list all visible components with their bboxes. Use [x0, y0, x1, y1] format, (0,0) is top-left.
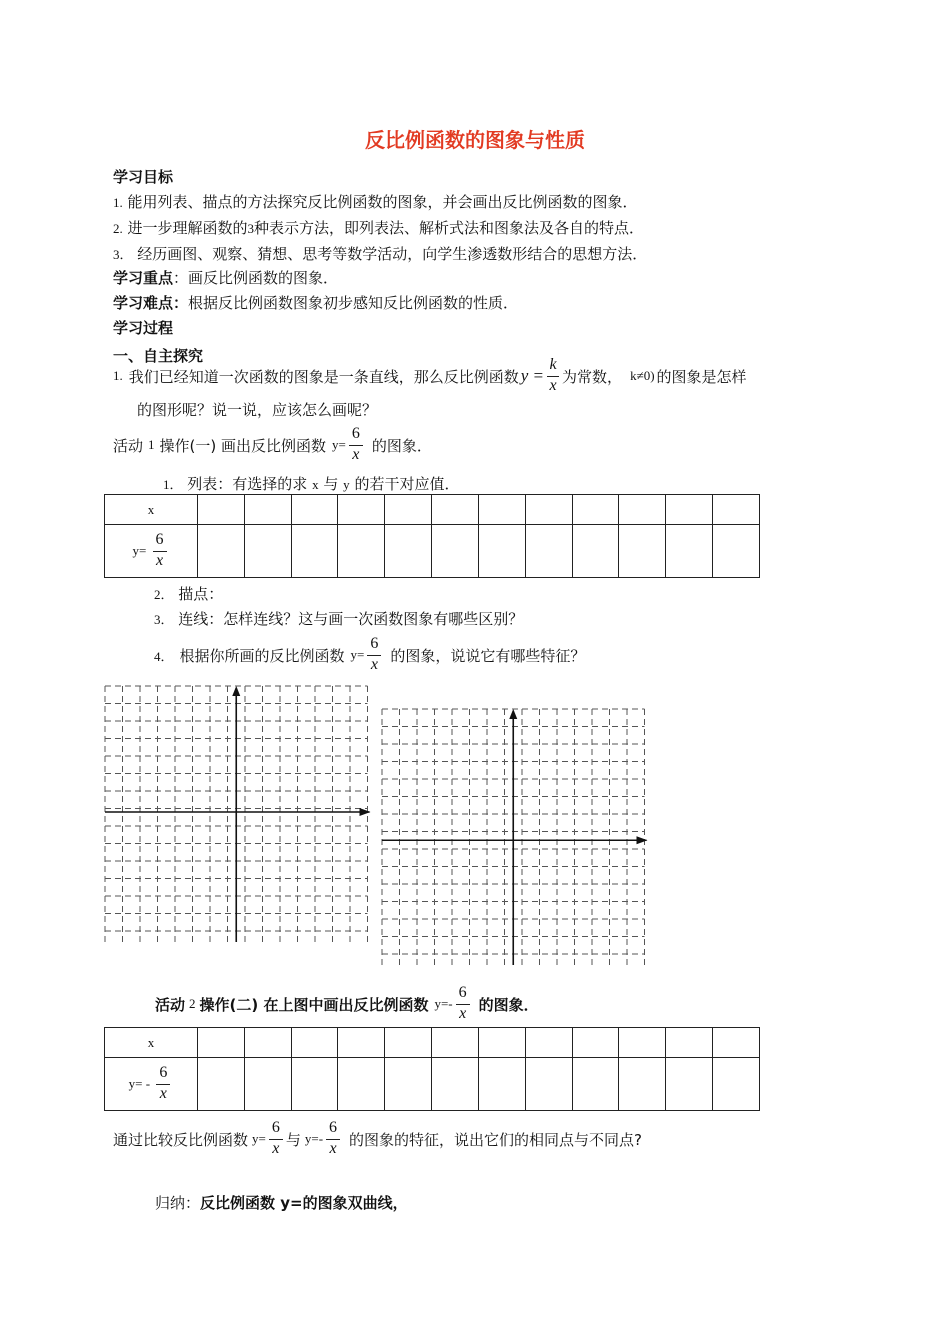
- objective-2-text-a: 进一步理解函数的: [127, 219, 248, 237]
- six-over-x-fraction: [456, 985, 470, 1023]
- fraction-numerator: 6: [155, 531, 164, 549]
- table-cell[interactable]: [338, 495, 385, 525]
- compare-question: [113, 1116, 642, 1162]
- difficulty: [113, 292, 518, 313]
- table-cell[interactable]: [244, 1028, 291, 1058]
- objective-2-num: 2.: [113, 221, 123, 236]
- table-cell[interactable]: [619, 525, 666, 578]
- fraction-numerator: 6: [159, 1064, 168, 1082]
- fraction-denominator: x: [370, 656, 378, 673]
- compare-text-a: 通过比较反比例函数: [113, 1130, 249, 1149]
- table-cell[interactable]: [338, 1058, 385, 1111]
- table-cell[interactable]: [291, 525, 338, 578]
- table-cell[interactable]: [291, 495, 338, 525]
- value-table-negative: [104, 1027, 760, 1111]
- question-1-line2: 的图形呢？说一说，应该怎么画呢？: [137, 401, 378, 419]
- table-cell[interactable]: [713, 525, 760, 578]
- table-cell[interactable]: [385, 1028, 432, 1058]
- table-header-x: x: [105, 495, 198, 525]
- x-axis-arrow-icon: [360, 808, 371, 816]
- six-over-x-fraction: [153, 532, 167, 570]
- table-cell[interactable]: [572, 495, 619, 525]
- table-y-eq: y= -: [128, 1076, 151, 1091]
- summary: [155, 1192, 408, 1213]
- activity-1-num: 1: [148, 437, 155, 452]
- summary-text: 反比例函数 y=的图象双曲线，: [200, 1194, 408, 1212]
- table-cell[interactable]: [198, 1028, 245, 1058]
- objective-3-num: 3．: [113, 247, 133, 262]
- axes: [382, 711, 647, 965]
- question-1: [113, 355, 747, 397]
- section1-heading: 一、自主探究: [113, 347, 204, 365]
- table-cell[interactable]: [198, 525, 245, 578]
- compare-and: 与: [285, 1130, 301, 1149]
- table-cell[interactable]: [291, 1058, 338, 1111]
- fraction-numerator: 6: [271, 1119, 280, 1137]
- step-2-text: 描点：: [178, 585, 224, 603]
- table-cell[interactable]: [432, 1028, 479, 1058]
- table-cell[interactable]: [338, 1028, 385, 1058]
- activity-2-y-eq: y=-: [434, 996, 453, 1011]
- step-2-num: 2．: [154, 587, 174, 602]
- y-axis-arrow-icon: [232, 686, 240, 696]
- table-cell[interactable]: [291, 1028, 338, 1058]
- table-cell[interactable]: [244, 495, 291, 525]
- step-4-num: 4．: [154, 648, 174, 664]
- table-cell[interactable]: [478, 495, 525, 525]
- activity-2-label-b: 操作(二) 在上图中画出反比例函数: [199, 995, 429, 1014]
- question-1-text-b: 为常数，: [562, 367, 623, 386]
- key-point-text: 画反比例函数的图象．: [188, 269, 339, 287]
- step-1: [163, 473, 459, 494]
- table-cell[interactable]: [525, 525, 572, 578]
- grid-svg: [103, 684, 375, 942]
- process-heading: 学习过程: [113, 319, 174, 337]
- axes: [105, 688, 370, 942]
- table-cell[interactable]: [713, 1058, 760, 1111]
- table-row: [105, 1028, 760, 1058]
- step-3: [154, 608, 523, 629]
- six-over-x-fraction: [269, 1120, 283, 1158]
- table-cell[interactable]: [713, 1028, 760, 1058]
- compare-y2: y=-: [304, 1131, 324, 1146]
- activity-2-label-a: 活动: [155, 995, 186, 1014]
- table-cell[interactable]: [713, 495, 760, 525]
- six-over-x-fraction: [326, 1120, 340, 1158]
- step-1-text-a: 列表：有选择的求: [187, 475, 308, 493]
- step-2: [154, 583, 223, 604]
- table-header-y: [105, 1058, 198, 1111]
- step-4-y-eq: y=: [350, 647, 365, 662]
- grid-svg: [380, 707, 652, 965]
- fraction-numerator: 6: [329, 1119, 338, 1137]
- fraction-denominator: x: [272, 1140, 280, 1157]
- objective-2: [113, 217, 644, 238]
- step-1-num: 1．: [163, 477, 183, 492]
- summary-label: 归纳：: [155, 1194, 201, 1212]
- objective-1: [113, 191, 638, 212]
- y-axis-arrow-icon: [509, 709, 517, 719]
- activity-2-num: 2: [189, 996, 196, 1011]
- difficulty-text: 根据反比例函数图象初步感知反比例函数的性质．: [188, 294, 519, 312]
- difficulty-label: 学习难点：: [113, 294, 189, 312]
- fraction-denominator: x: [159, 1085, 167, 1102]
- question-1-text-c: 的图象是怎样: [656, 367, 747, 386]
- fraction-denominator: x: [155, 552, 164, 569]
- table-row: [105, 495, 760, 525]
- key-point: 学习重点：画反比例函数的图象．: [113, 269, 339, 287]
- coordinate-grid-right[interactable]: [380, 707, 652, 965]
- table-cell[interactable]: [198, 495, 245, 525]
- table-cell[interactable]: [478, 1058, 525, 1111]
- objective-1-text: 能用列表、描点的方法探究反比例函数的图象，并会画出反比例函数的图象．: [127, 193, 638, 211]
- objective-2-text-b: 种表示方法，即列表法、解析式法和图象法及各自的特点．: [254, 219, 645, 237]
- table-cell[interactable]: [666, 525, 713, 578]
- six-over-x-fraction: [367, 636, 381, 674]
- activity-2: [155, 982, 539, 1026]
- step-1-y: y: [343, 477, 350, 492]
- activity-1-y-eq: y=: [332, 437, 346, 452]
- compare-text-b: 的图象的特征，说出它们的相同点与不同点?: [349, 1130, 643, 1149]
- table-cell[interactable]: [666, 495, 713, 525]
- table-cell[interactable]: [619, 495, 666, 525]
- table-cell[interactable]: [385, 1058, 432, 1111]
- objective-3: [113, 243, 647, 264]
- table-cell[interactable]: [572, 1028, 619, 1058]
- activity-2-label-c: 的图象．: [478, 995, 539, 1014]
- table-cell[interactable]: [572, 525, 619, 578]
- step-3-text: 连线：怎样连线？这与画一次函数图象有哪些区别？: [178, 610, 524, 628]
- objective-2-number: 3: [247, 221, 255, 236]
- table-cell[interactable]: [525, 495, 572, 525]
- activity-1: [113, 424, 432, 466]
- step-4: [154, 633, 585, 677]
- table-cell[interactable]: [244, 1058, 291, 1111]
- activity-1-label-c: 的图象．: [371, 436, 432, 455]
- compare-y1: y=: [252, 1131, 266, 1146]
- table-cell[interactable]: [666, 1058, 713, 1111]
- table-cell[interactable]: [525, 1028, 572, 1058]
- table-cell[interactable]: [244, 525, 291, 578]
- table-row: [105, 525, 760, 578]
- question-1-text-a: 我们已经知道一次函数的图象是一条直线，那么反比例函数: [128, 367, 519, 386]
- question-1-y-eq: y =: [520, 366, 545, 385]
- fraction-denominator: x: [352, 446, 360, 463]
- six-over-x-fraction: [156, 1065, 170, 1103]
- table-cell[interactable]: [478, 1028, 525, 1058]
- fraction-numerator: 6: [351, 425, 360, 443]
- table-cell[interactable]: [666, 1028, 713, 1058]
- objective-3-text: 经历画图、观察、猜想、思考等数学活动，向学生渗透数形结合的思想方法．: [137, 245, 648, 263]
- table-cell[interactable]: [432, 525, 479, 578]
- table-cell[interactable]: [478, 525, 525, 578]
- step-4-text-a: 根据你所画的反比例函数: [179, 646, 345, 665]
- step-4-text-b: 的图象，说说它有哪些特征？: [390, 646, 586, 665]
- table-cell[interactable]: [619, 1058, 666, 1111]
- table-cell[interactable]: [198, 1058, 245, 1111]
- fraction-numerator: 6: [370, 635, 379, 653]
- page-title: 反比例函数的图象与性质: [365, 128, 585, 152]
- step-3-num: 3．: [154, 612, 174, 627]
- key-point-label: 学习重点: [113, 269, 174, 287]
- k-over-x-fraction: [547, 357, 559, 395]
- table-header-x: x: [105, 1028, 198, 1058]
- table-cell[interactable]: [619, 1028, 666, 1058]
- step-1-text-c: 的若干对应值．: [354, 475, 460, 493]
- table-cell[interactable]: [385, 525, 432, 578]
- table-cell[interactable]: [525, 1058, 572, 1111]
- activity-1-label-b: 操作(一) 画出反比例函数: [159, 436, 326, 455]
- objective-1-num: 1.: [113, 195, 123, 210]
- question-1-condition: k≠0): [630, 368, 655, 383]
- question-1-num: 1.: [113, 368, 123, 383]
- fraction-numerator: k: [549, 356, 557, 374]
- step-1-x: x: [312, 477, 319, 492]
- table-cell[interactable]: [432, 1058, 479, 1111]
- step-1-text-b: 与: [323, 475, 339, 493]
- fraction-numerator: 6: [458, 984, 467, 1002]
- table-y-eq: y=: [132, 543, 147, 558]
- coordinate-grid-left[interactable]: [103, 684, 375, 942]
- objectives-heading: 学习目标: [113, 168, 174, 186]
- table-header-y: [105, 525, 198, 578]
- table-cell[interactable]: [338, 525, 385, 578]
- table-cell[interactable]: [385, 495, 432, 525]
- value-table-positive: [104, 494, 760, 578]
- fraction-denominator: x: [329, 1140, 337, 1157]
- table-row: [105, 1058, 760, 1111]
- x-axis-arrow-icon: [637, 836, 648, 844]
- fraction-denominator: x: [459, 1005, 467, 1022]
- fraction-denominator: x: [549, 377, 557, 394]
- table-cell[interactable]: [432, 495, 479, 525]
- six-over-x-fraction: [349, 426, 363, 464]
- activity-1-label-a: 活动: [113, 436, 144, 455]
- table-cell[interactable]: [572, 1058, 619, 1111]
